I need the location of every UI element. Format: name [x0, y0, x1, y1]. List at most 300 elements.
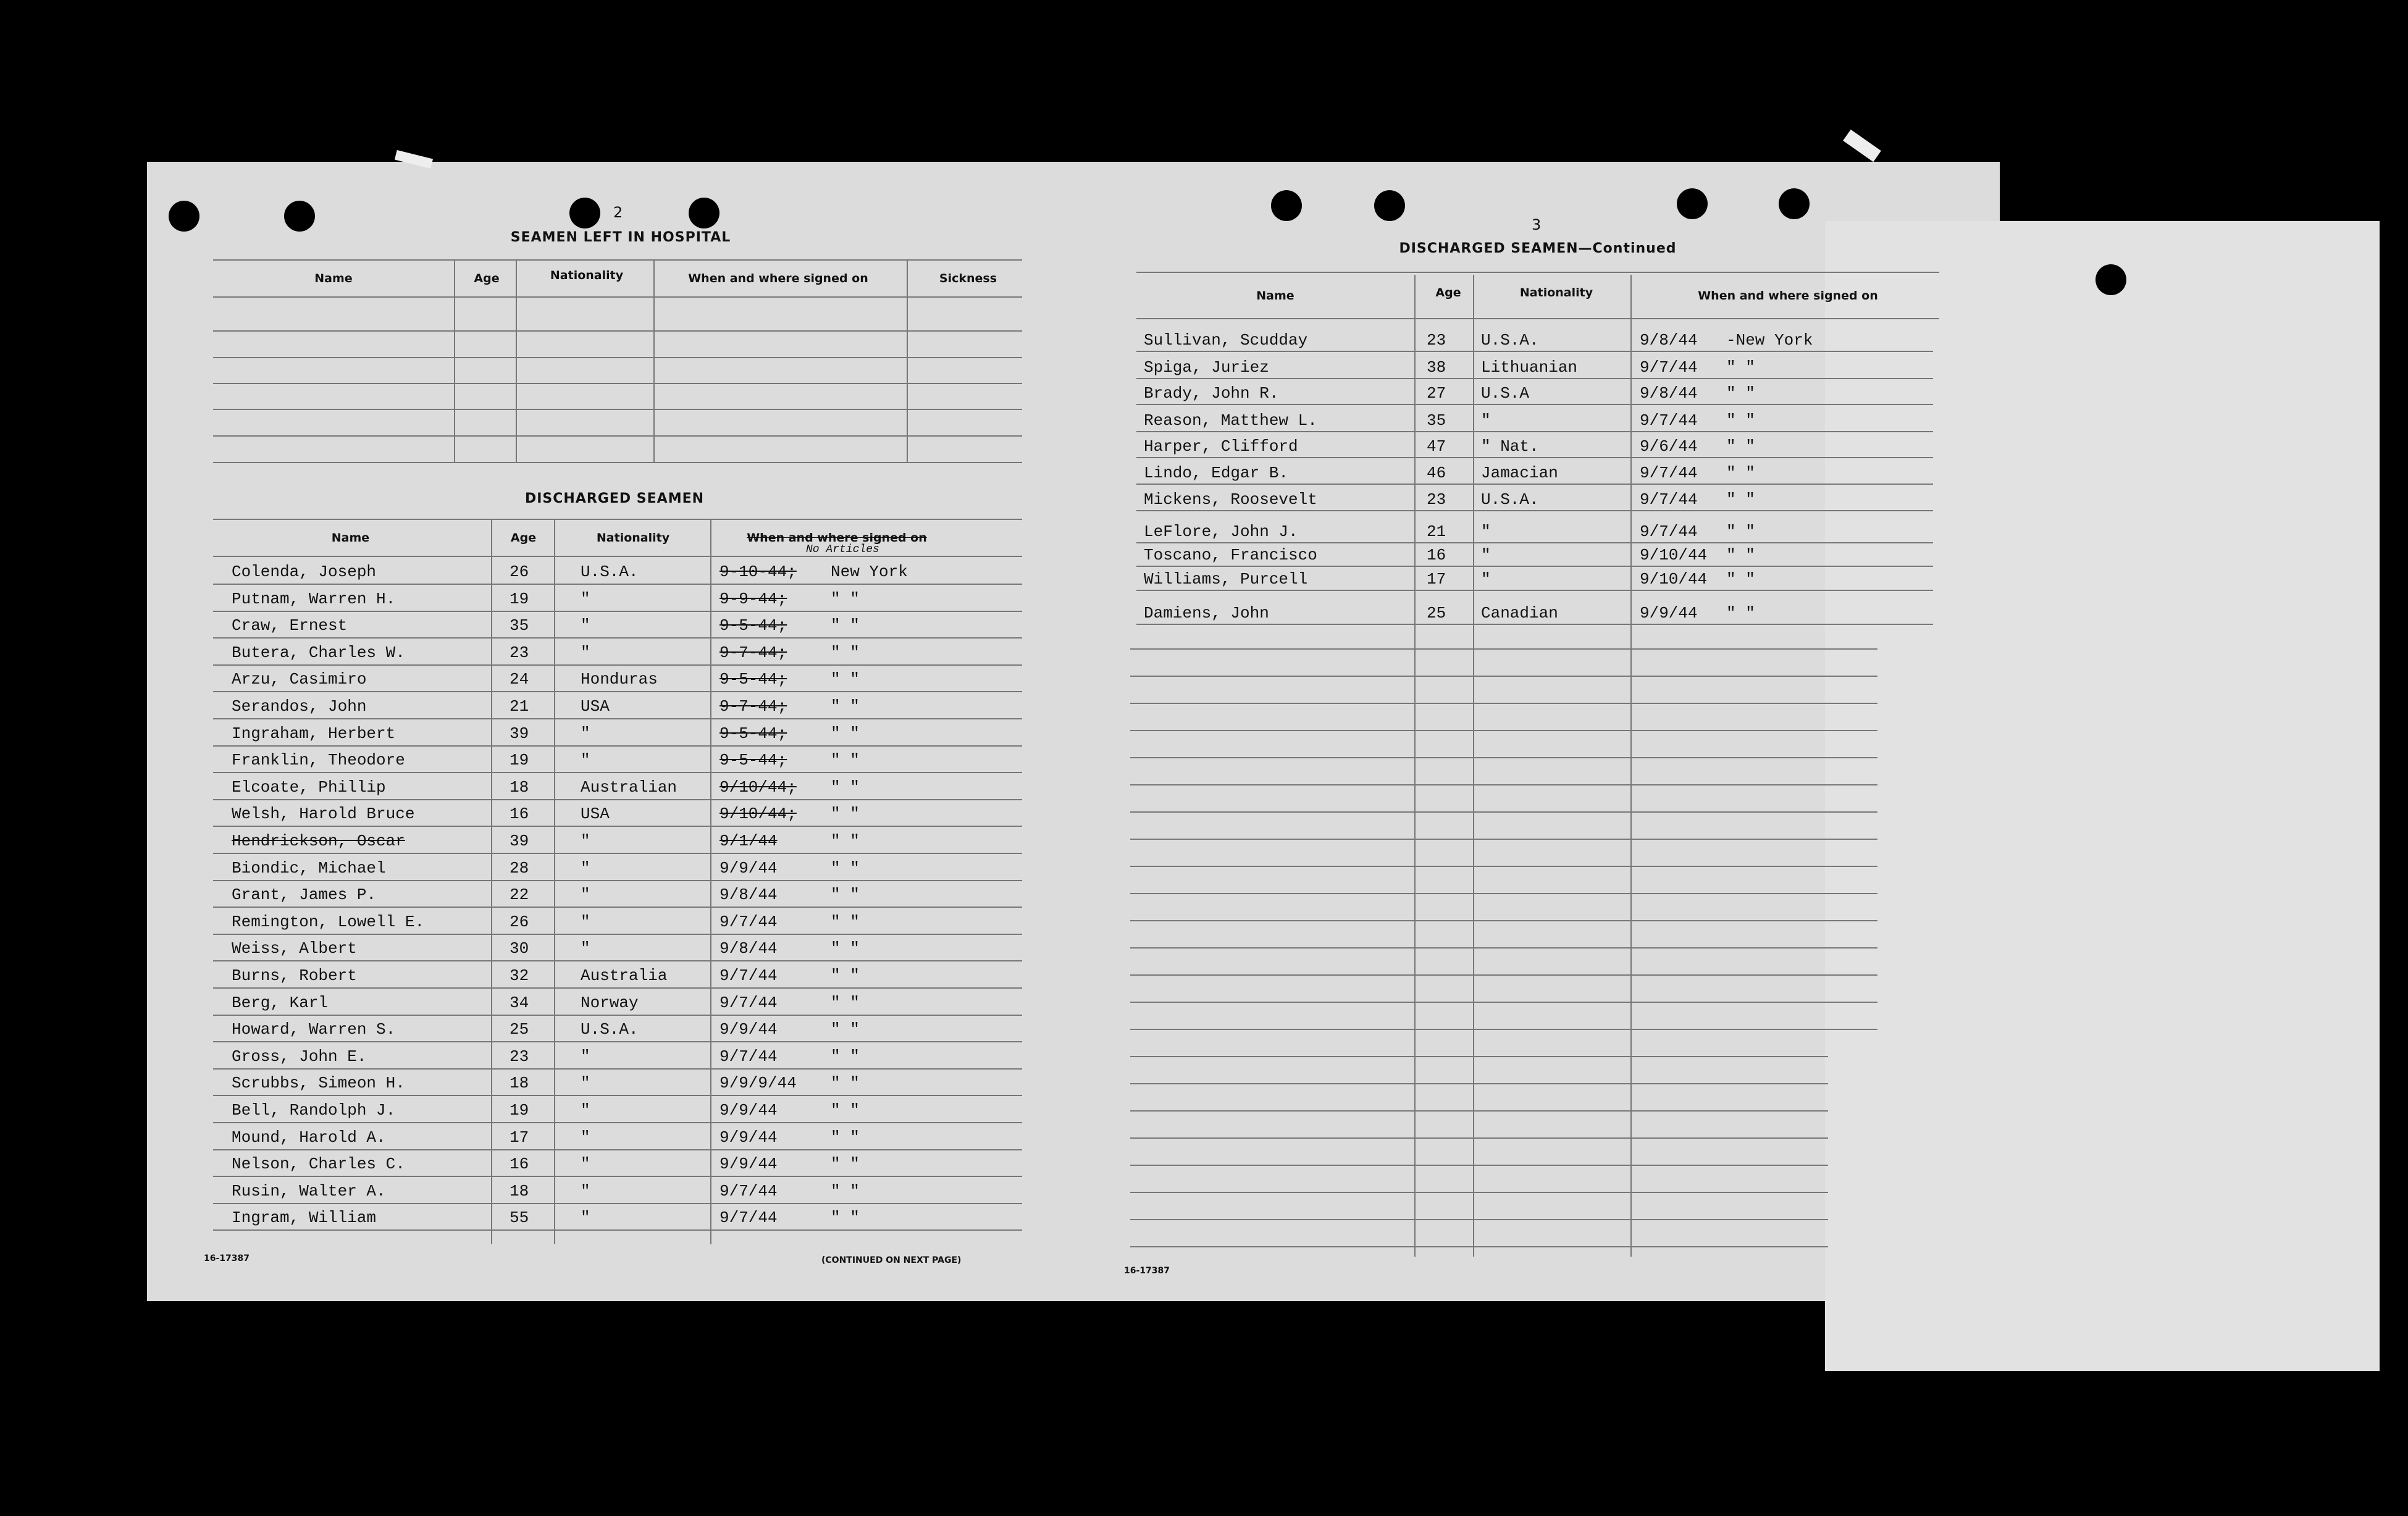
- signed-on-place: " ": [831, 994, 860, 1012]
- hospital-header-name: Name: [314, 272, 353, 285]
- seaman-name: Mickens, Roosevelt: [1144, 490, 1317, 509]
- seaman-nationality: ": [1481, 546, 1491, 564]
- signed-on-place: " ": [831, 1047, 860, 1066]
- row-rule: [213, 611, 1022, 612]
- signed-on-place: " ": [831, 886, 860, 904]
- signed-on-place: " ": [1726, 437, 1755, 456]
- seaman-name: Butera, Charles W.: [232, 643, 405, 662]
- row-rule: [1136, 378, 1933, 379]
- seaman-nationality: Australian: [581, 778, 678, 797]
- row-rule: [1136, 484, 1933, 485]
- seaman-age: 21: [510, 697, 529, 716]
- blank-row-rule: [1130, 1219, 1828, 1220]
- right-header-name: Name: [1256, 289, 1294, 303]
- blank-row-rule: [1130, 974, 1877, 976]
- signed-on-place: " ": [831, 697, 860, 716]
- signed-on-date: 9/9/44: [1640, 604, 1698, 622]
- signed-on-date: 9/7/44: [1640, 464, 1698, 482]
- seaman-name: Putnam, Warren H.: [232, 590, 396, 608]
- seaman-name: Colenda, Joseph: [232, 563, 377, 581]
- signed-on-date: 9/8/44: [1640, 384, 1698, 403]
- row-rule: [213, 960, 1022, 961]
- table-row: [1136, 487, 1939, 513]
- seaman-age: 35: [510, 616, 529, 635]
- row-rule: [1136, 404, 1933, 405]
- discharged-header-age: Age: [510, 531, 537, 545]
- signed-on-place: " ": [831, 670, 860, 689]
- seaman-age: 18: [510, 778, 529, 797]
- punch-hole: [1374, 190, 1405, 221]
- signed-on-place: " ": [1726, 522, 1755, 541]
- signed-on-date: 9/10/44: [1640, 570, 1708, 588]
- punch-hole: [569, 198, 600, 228]
- table-row: [213, 774, 1022, 800]
- signed-on-place: " ": [831, 1101, 860, 1120]
- seaman-name: Hendrickson, Oscar: [232, 832, 405, 850]
- row-rule: [1136, 351, 1933, 352]
- seaman-name: Serandos, John: [232, 697, 367, 716]
- seaman-nationality: Norway: [581, 994, 639, 1012]
- signed-on-date: 9-5-44;: [719, 616, 787, 635]
- table-row: [213, 613, 1022, 639]
- seaman-nationality: ": [581, 886, 590, 904]
- table-row: [213, 559, 1022, 585]
- table-row: [1136, 566, 1939, 592]
- seaman-nationality: ": [581, 859, 590, 877]
- hospital-header-nationality: Nationality: [550, 269, 624, 282]
- row-rule: [213, 853, 1022, 854]
- table-row: [213, 882, 1022, 908]
- seaman-age: 55: [510, 1208, 529, 1227]
- signed-on-date: 9-5-44;: [719, 724, 787, 743]
- hospital-col-divider: [653, 259, 655, 463]
- blank-row-rule: [1130, 1246, 1828, 1247]
- table-row: [213, 747, 1022, 773]
- seaman-nationality: ": [581, 1047, 590, 1066]
- row-rule: [213, 745, 1022, 747]
- seaman-age: 17: [1427, 570, 1446, 588]
- signed-on-place: " ": [1726, 358, 1755, 377]
- signed-on-place: " ": [831, 1020, 860, 1039]
- discharged-table-top-rule: [213, 519, 1022, 520]
- seaman-nationality: Lithuanian: [1481, 358, 1578, 377]
- hospital-header-signed-on: When and where signed on: [688, 272, 868, 285]
- table-row: [213, 693, 1022, 719]
- table-row: [213, 1205, 1022, 1231]
- signed-on-place: " ": [1726, 411, 1755, 430]
- seaman-age: 26: [510, 563, 529, 581]
- seaman-nationality: Honduras: [581, 670, 658, 689]
- signed-on-place: " ": [831, 913, 860, 931]
- seaman-name: Mound, Harold A.: [232, 1128, 386, 1147]
- hospital-section-title: SEAMEN LEFT IN HOSPITAL: [510, 230, 731, 245]
- seaman-name: Grant, James P.: [232, 886, 377, 904]
- signed-on-place: " ": [831, 1208, 860, 1227]
- seaman-name: Bell, Randolph J.: [232, 1101, 396, 1120]
- signed-on-date: 9/9/44: [719, 1101, 778, 1120]
- seaman-nationality: ": [581, 1128, 590, 1147]
- seaman-name: Remington, Lowell E.: [232, 913, 425, 931]
- table-row: [213, 909, 1022, 935]
- signed-on-date: 9-9-44;: [719, 590, 787, 608]
- discharged-section-title: DISCHARGED SEAMEN: [524, 491, 705, 506]
- signed-on-place: " ": [831, 751, 860, 769]
- seaman-name: Ingraham, Herbert: [232, 724, 396, 743]
- signed-on-date: 9-5-44;: [719, 751, 787, 769]
- signed-on-date: 9/7/44: [1640, 522, 1698, 541]
- signed-on-date: 9/10/44;: [719, 778, 797, 797]
- row-rule: [1136, 431, 1933, 432]
- right-table-top-rule: [1136, 272, 1939, 273]
- seaman-age: 18: [510, 1074, 529, 1092]
- seaman-age: 28: [510, 859, 529, 877]
- row-rule: [213, 1149, 1022, 1150]
- hospital-rule: [213, 357, 1022, 358]
- blank-row-rule: [1130, 730, 1877, 731]
- blank-row-rule: [1130, 648, 1877, 650]
- row-rule: [213, 1015, 1022, 1016]
- table-row: [213, 640, 1022, 666]
- hospital-rule: [213, 383, 1022, 384]
- row-rule: [1136, 624, 1933, 625]
- signed-on-date: 9/9/44: [719, 1128, 778, 1147]
- table-row: [1136, 460, 1939, 486]
- blank-row-rule: [1130, 893, 1877, 894]
- row-rule: [213, 1095, 1022, 1096]
- table-row: [213, 855, 1022, 881]
- punch-hole: [1779, 188, 1810, 219]
- blank-row-rule: [1130, 1110, 1828, 1112]
- seaman-nationality: ": [581, 590, 590, 608]
- signed-on-date: 9/7/44: [719, 1047, 778, 1066]
- table-row: [213, 666, 1022, 692]
- signed-on-date: 9/8/44: [1640, 331, 1698, 350]
- row-rule: [213, 1041, 1022, 1042]
- seaman-name: Elcoate, Phillip: [232, 778, 386, 797]
- signed-on-place: " ": [831, 1074, 860, 1092]
- right-header-rule: [1136, 318, 1939, 319]
- seaman-age: 16: [510, 1155, 529, 1173]
- table-row: [213, 1016, 1022, 1042]
- table-row: [213, 963, 1022, 989]
- seaman-nationality: ": [581, 939, 590, 958]
- seaman-nationality: U.S.A.: [1481, 331, 1539, 350]
- seaman-nationality: Jamacian: [1481, 464, 1558, 482]
- signed-on-place: " ": [831, 724, 860, 743]
- seaman-name: Scrubbs, Simeon H.: [232, 1074, 405, 1092]
- seaman-age: 25: [1427, 604, 1446, 622]
- hospital-col-divider: [907, 259, 908, 463]
- signed-on-place: " ": [1726, 384, 1755, 403]
- seaman-name: Arzu, Casimiro: [232, 670, 367, 689]
- blank-row-rule: [1130, 1056, 1828, 1057]
- signed-on-place: " ": [831, 805, 860, 823]
- table-row: [213, 1178, 1022, 1204]
- blank-row-rule: [1130, 1002, 1877, 1003]
- row-rule: [213, 987, 1022, 989]
- table-row: [1136, 519, 1939, 545]
- blank-row-rule: [1130, 811, 1877, 813]
- hospital-rule: [213, 462, 1022, 463]
- signed-on-place: " ": [1726, 604, 1755, 622]
- row-rule: [1136, 590, 1933, 591]
- right-page-number: 3: [1532, 216, 1542, 233]
- seaman-name: Nelson, Charles C.: [232, 1155, 405, 1173]
- seaman-name: Welsh, Harold Bruce: [232, 805, 415, 823]
- seaman-nationality: U.S.A.: [581, 1020, 639, 1039]
- seaman-age: 32: [510, 966, 529, 985]
- left-page-number: 2: [613, 204, 623, 221]
- table-row: [1136, 354, 1939, 380]
- seaman-name: Williams, Purcell: [1144, 570, 1308, 588]
- signed-on-date: 9-7-44;: [719, 697, 787, 716]
- seaman-name: Ingram, William: [232, 1208, 377, 1227]
- table-row: [1136, 408, 1939, 433]
- blank-row-rule: [1130, 1029, 1877, 1030]
- blank-row-rule: [1130, 1083, 1828, 1084]
- seaman-nationality: ": [581, 643, 590, 662]
- signed-on-place: " ": [1726, 464, 1755, 482]
- seaman-name: Rusin, Walter A.: [232, 1182, 386, 1200]
- seaman-age: 21: [1427, 522, 1446, 541]
- blank-row-rule: [1130, 784, 1877, 785]
- seaman-name: Gross, John E.: [232, 1047, 367, 1066]
- seaman-age: 16: [510, 805, 529, 823]
- seaman-age: 34: [510, 994, 529, 1012]
- hospital-header-rule: [213, 296, 1022, 298]
- hospital-rule: [213, 409, 1022, 410]
- seaman-name: Burns, Robert: [232, 966, 357, 985]
- table-row: [213, 828, 1022, 854]
- seaman-nationality: USA: [581, 805, 610, 823]
- row-rule: [213, 1203, 1022, 1204]
- row-rule: [213, 799, 1022, 800]
- blank-row-rule: [1130, 1192, 1828, 1193]
- signed-on-date: 9/7/44: [1640, 411, 1698, 430]
- row-rule: [1136, 510, 1933, 511]
- table-row: [213, 990, 1022, 1016]
- signed-on-date: 9/7/44: [719, 1208, 778, 1227]
- discharged-header-signed-on: When and where signed on: [747, 531, 927, 545]
- signed-on-place: " ": [831, 832, 860, 850]
- seaman-age: 39: [510, 832, 529, 850]
- blank-row-rule: [1130, 1137, 1828, 1139]
- signed-on-place: " ": [1726, 570, 1755, 588]
- seaman-age: 38: [1427, 358, 1446, 377]
- seaman-nationality: Australia: [581, 966, 668, 985]
- table-row: [213, 1151, 1022, 1177]
- continued-note: (CONTINUED ON NEXT PAGE): [821, 1255, 962, 1265]
- row-rule: [213, 1176, 1022, 1177]
- table-row: [213, 1124, 1022, 1150]
- signed-on-place: " ": [831, 616, 860, 635]
- seaman-age: 22: [510, 886, 529, 904]
- signed-on-place: " ": [831, 1182, 860, 1200]
- seaman-age: 25: [510, 1020, 529, 1039]
- seaman-nationality: ": [581, 913, 590, 931]
- no-articles-annotation: No Articles: [806, 543, 879, 556]
- punch-hole: [689, 198, 719, 228]
- row-rule: [213, 1229, 1022, 1231]
- seaman-age: 27: [1427, 384, 1446, 403]
- hospital-header-sickness: Sickness: [939, 272, 997, 285]
- hospital-rule: [213, 435, 1022, 437]
- signed-on-date: 9/10/44: [1640, 546, 1708, 564]
- seaman-nationality: ": [1481, 570, 1491, 588]
- seaman-name: Toscano, Francisco: [1144, 546, 1317, 564]
- seaman-age: 17: [510, 1128, 529, 1147]
- signed-on-place: New York: [831, 563, 908, 581]
- row-rule: [213, 664, 1022, 666]
- seaman-nationality: ": [581, 616, 590, 635]
- signed-on-date: 9/9/9/44: [719, 1074, 797, 1092]
- seaman-age: 23: [510, 643, 529, 662]
- signed-on-date: 9/1/44: [719, 832, 778, 850]
- table-row: [213, 936, 1022, 961]
- row-rule: [213, 691, 1022, 692]
- signed-on-place: -New York: [1726, 331, 1813, 350]
- punch-hole: [1271, 190, 1302, 221]
- paper-tab-right: [1843, 130, 1881, 162]
- seaman-nationality: ": [581, 724, 590, 743]
- table-row: [213, 801, 1022, 827]
- table-row: [1136, 380, 1939, 406]
- blank-row-rule: [1130, 757, 1877, 758]
- seaman-nationality: Canadian: [1481, 604, 1558, 622]
- punch-hole: [284, 201, 315, 232]
- signed-on-date: 9/7/44: [719, 994, 778, 1012]
- signed-on-date: 9/8/44: [719, 886, 778, 904]
- seaman-nationality: U.S.A: [1481, 384, 1530, 403]
- row-rule: [213, 637, 1022, 639]
- seaman-name: Weiss, Albert: [232, 939, 357, 958]
- signed-on-place: " ": [831, 939, 860, 958]
- discharged-header-nationality: Nationality: [596, 531, 670, 545]
- seaman-age: 24: [510, 670, 529, 689]
- seaman-age: 35: [1427, 411, 1446, 430]
- signed-on-place: " ": [831, 966, 860, 985]
- signed-on-place: " ": [831, 859, 860, 877]
- seaman-age: 23: [1427, 490, 1446, 509]
- seaman-name: Harper, Clifford: [1144, 437, 1298, 456]
- signed-on-date: 9/7/44: [1640, 490, 1698, 509]
- seaman-nationality: ": [581, 1208, 590, 1227]
- punch-hole: [1677, 188, 1708, 219]
- signed-on-date: 9/7/44: [719, 966, 778, 985]
- seaman-nationality: USA: [581, 697, 610, 716]
- blank-row-rule: [1130, 866, 1877, 867]
- hospital-col-divider: [454, 259, 455, 463]
- seaman-nationality: " Nat.: [1481, 437, 1539, 456]
- punch-hole: [169, 201, 199, 232]
- seaman-name: Spiga, Juriez: [1144, 358, 1269, 377]
- table-row: [213, 1070, 1022, 1096]
- row-rule: [213, 1068, 1022, 1070]
- seaman-nationality: U.S.A.: [581, 563, 639, 581]
- seaman-name: Franklin, Theodore: [232, 751, 405, 769]
- seaman-nationality: ": [581, 1155, 590, 1173]
- seaman-name: Howard, Warren S.: [232, 1020, 396, 1039]
- signed-on-date: 9/8/44: [719, 939, 778, 958]
- seaman-nationality: ": [581, 832, 590, 850]
- table-row: [1136, 542, 1939, 568]
- seaman-name: Craw, Ernest: [232, 616, 348, 635]
- row-rule: [1136, 457, 1933, 458]
- row-rule: [213, 718, 1022, 719]
- seaman-nationality: ": [581, 751, 590, 769]
- seaman-age: 46: [1427, 464, 1446, 482]
- seaman-age: 19: [510, 1101, 529, 1120]
- seaman-name: Sullivan, Scudday: [1144, 331, 1308, 350]
- signed-on-date: 9-7-44;: [719, 643, 787, 662]
- signed-on-place: " ": [831, 1128, 860, 1147]
- right-header-signed-on: When and where signed on: [1698, 289, 1878, 303]
- blank-row-rule: [1130, 703, 1877, 704]
- right-header-nationality: Nationality: [1519, 286, 1593, 299]
- table-row: [213, 586, 1022, 612]
- table-row: [1136, 600, 1939, 626]
- seaman-age: 30: [510, 939, 529, 958]
- seaman-nationality: ": [1481, 522, 1491, 541]
- table-row: [213, 721, 1022, 747]
- seaman-age: 18: [510, 1182, 529, 1200]
- signed-on-place: " ": [831, 590, 860, 608]
- signed-on-place: " ": [831, 1155, 860, 1173]
- seaman-age: 19: [510, 751, 529, 769]
- right-header-age: Age: [1435, 286, 1461, 299]
- seaman-age: 23: [1427, 331, 1446, 350]
- hospital-header-age: Age: [474, 272, 500, 285]
- seaman-name: Lindo, Edgar B.: [1144, 464, 1289, 482]
- blank-row-rule: [1130, 676, 1877, 677]
- hospital-table-top-rule: [213, 259, 1022, 261]
- signed-on-date: 9/7/44: [719, 913, 778, 931]
- seaman-name: Brady, John R.: [1144, 384, 1279, 403]
- row-rule: [213, 880, 1022, 881]
- table-row: [213, 1044, 1022, 1070]
- discharged-header-name: Name: [331, 531, 370, 545]
- left-form-number: 16-17387: [204, 1254, 250, 1263]
- table-row: [1136, 433, 1939, 459]
- row-rule: [213, 584, 1022, 585]
- seaman-nationality: U.S.A.: [1481, 490, 1539, 509]
- seaman-age: 26: [510, 913, 529, 931]
- right-section-title: DISCHARGED SEAMEN—Continued: [1399, 241, 1677, 256]
- seaman-name: Berg, Karl: [232, 994, 329, 1012]
- row-rule: [213, 934, 1022, 935]
- signed-on-date: 9-10-44;: [719, 563, 797, 581]
- seaman-age: 39: [510, 724, 529, 743]
- signed-on-date: 9/6/44: [1640, 437, 1698, 456]
- row-rule: [213, 907, 1022, 908]
- signed-on-date: 9/9/44: [719, 859, 778, 877]
- row-rule: [213, 826, 1022, 827]
- seaman-nationality: ": [581, 1074, 590, 1092]
- signed-on-date: 9/7/44: [1640, 358, 1698, 377]
- signed-on-place: " ": [1726, 490, 1755, 509]
- seaman-nationality: ": [1481, 411, 1491, 430]
- seaman-name: Biondic, Michael: [232, 859, 386, 877]
- hospital-rule: [213, 330, 1022, 332]
- seaman-age: 47: [1427, 437, 1446, 456]
- blank-row-rule: [1130, 920, 1877, 921]
- signed-on-date: 9/9/44: [719, 1155, 778, 1173]
- punch-hole: [2095, 264, 2126, 295]
- blank-row-rule: [1130, 1165, 1828, 1166]
- seaman-age: 16: [1427, 546, 1446, 564]
- seaman-age: 19: [510, 590, 529, 608]
- seaman-nationality: ": [581, 1101, 590, 1120]
